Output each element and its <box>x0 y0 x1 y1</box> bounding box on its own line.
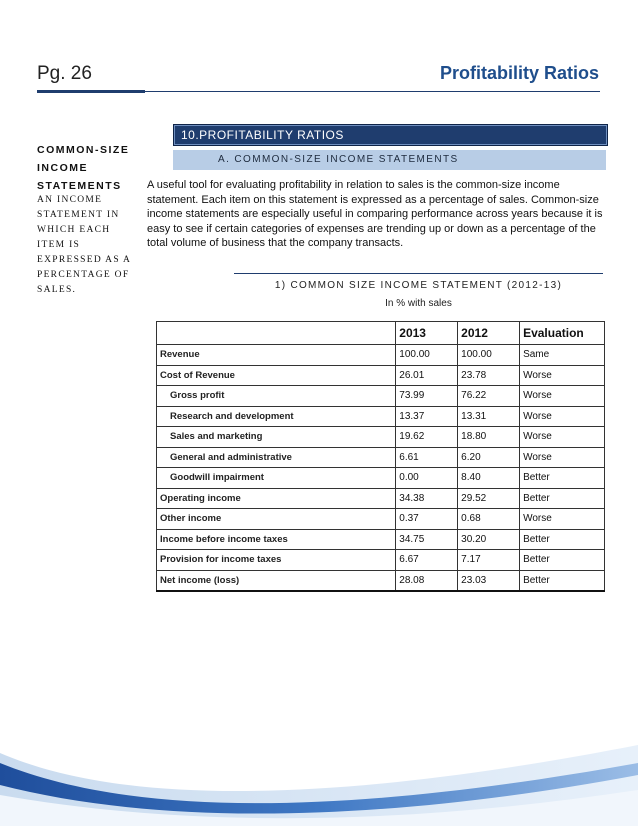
sidebar-text: AN INCOME STATEMENT IN WHICH EACH ITEM IS EXPRESSED AS A PERCENTAGE OF SALES. <box>37 195 131 295</box>
table-header-row <box>157 322 605 345</box>
body-paragraph: A useful tool for evaluating profitability in relation to sales is the common-size income statement. Each item on this statement is expressed as a percentage of sales. Common-size income statements are especially useful in comparing performance across years because it is easy to see if certain categories of expenses are trending up or down as a percentage of the total volume of business that the company transacts. <box>147 179 603 250</box>
value-2013: 26.01 <box>396 365 458 386</box>
page-number: Pg. 26 <box>37 63 92 84</box>
table-row <box>157 570 605 591</box>
table-rule <box>234 273 603 274</box>
row-label: Research and development <box>157 406 396 427</box>
header-rule <box>37 91 600 92</box>
evaluation: Better <box>520 570 605 591</box>
table-subtitle: In % with sales <box>385 298 452 309</box>
value-2013: 28.08 <box>396 570 458 591</box>
value-2013: 0.37 <box>396 509 458 530</box>
footer-wave-decoration <box>0 735 638 826</box>
evaluation: Better <box>520 550 605 571</box>
row-label: Income before income taxes <box>157 529 396 550</box>
row-label: Sales and marketing <box>157 427 396 448</box>
row-label: Provision for income taxes <box>157 550 396 571</box>
evaluation: Same <box>520 345 605 366</box>
income-statement-table <box>156 321 605 592</box>
header-cell-evaluation: Evaluation <box>520 322 605 345</box>
table-row <box>157 488 605 509</box>
row-label: Goodwill impairment <box>157 468 396 489</box>
subsection-heading: A. COMMON-SIZE INCOME STATEMENTS <box>218 154 459 165</box>
value-2012: 8.40 <box>458 468 520 489</box>
value-2012: 23.78 <box>458 365 520 386</box>
row-label: Operating income <box>157 488 396 509</box>
section-heading-bar <box>173 124 608 146</box>
evaluation: Worse <box>520 386 605 407</box>
value-2013: 0.00 <box>396 468 458 489</box>
evaluation: Better <box>520 488 605 509</box>
value-2013: 6.61 <box>396 447 458 468</box>
value-2012: 6.20 <box>458 447 520 468</box>
value-2012: 7.17 <box>458 550 520 571</box>
value-2013: 19.62 <box>396 427 458 448</box>
sidebar-title: COMMON-SIZE INCOME STATEMENTS <box>37 144 130 192</box>
table-row <box>157 529 605 550</box>
table-row <box>157 406 605 427</box>
header-cell-2013: 2013 <box>396 322 458 345</box>
value-2012: 0.68 <box>458 509 520 530</box>
value-2012: 13.31 <box>458 406 520 427</box>
value-2012: 18.80 <box>458 427 520 448</box>
evaluation: Worse <box>520 406 605 427</box>
row-label: Revenue <box>157 345 396 366</box>
value-2013: 34.38 <box>396 488 458 509</box>
evaluation: Worse <box>520 509 605 530</box>
value-2012: 76.22 <box>458 386 520 407</box>
row-label: Other income <box>157 509 396 530</box>
table-row <box>157 447 605 468</box>
value-2013: 100.00 <box>396 345 458 366</box>
table-row <box>157 509 605 530</box>
page-title: Profitability Ratios <box>439 63 599 83</box>
table-row <box>157 365 605 386</box>
subsection-heading-bar <box>173 150 606 170</box>
value-2012: 23.03 <box>458 570 520 591</box>
table-row <box>157 345 605 366</box>
table-row <box>157 550 605 571</box>
value-2013: 73.99 <box>396 386 458 407</box>
value-2013: 6.67 <box>396 550 458 571</box>
evaluation: Better <box>520 529 605 550</box>
row-label: Gross profit <box>157 386 396 407</box>
value-2013: 13.37 <box>396 406 458 427</box>
value-2012: 30.20 <box>458 529 520 550</box>
value-2012: 100.00 <box>458 345 520 366</box>
section-heading: 10.PROFITABILITY RATIOS <box>181 128 344 142</box>
evaluation: Worse <box>520 447 605 468</box>
table-title: 1) COMMON SIZE INCOME STATEMENT (2012-13) <box>274 280 563 291</box>
value-2012: 29.52 <box>458 488 520 509</box>
header-cell-2012: 2012 <box>458 322 520 345</box>
evaluation: Better <box>520 468 605 489</box>
row-label: Cost of Revenue <box>157 365 396 386</box>
value-2013: 34.75 <box>396 529 458 550</box>
evaluation: Worse <box>520 427 605 448</box>
table-row <box>157 427 605 448</box>
header-cell-label <box>157 322 396 345</box>
row-label: General and administrative <box>157 447 396 468</box>
table-row <box>157 468 605 489</box>
table-row <box>157 386 605 407</box>
evaluation: Worse <box>520 365 605 386</box>
row-label: Net income (loss) <box>157 570 396 591</box>
